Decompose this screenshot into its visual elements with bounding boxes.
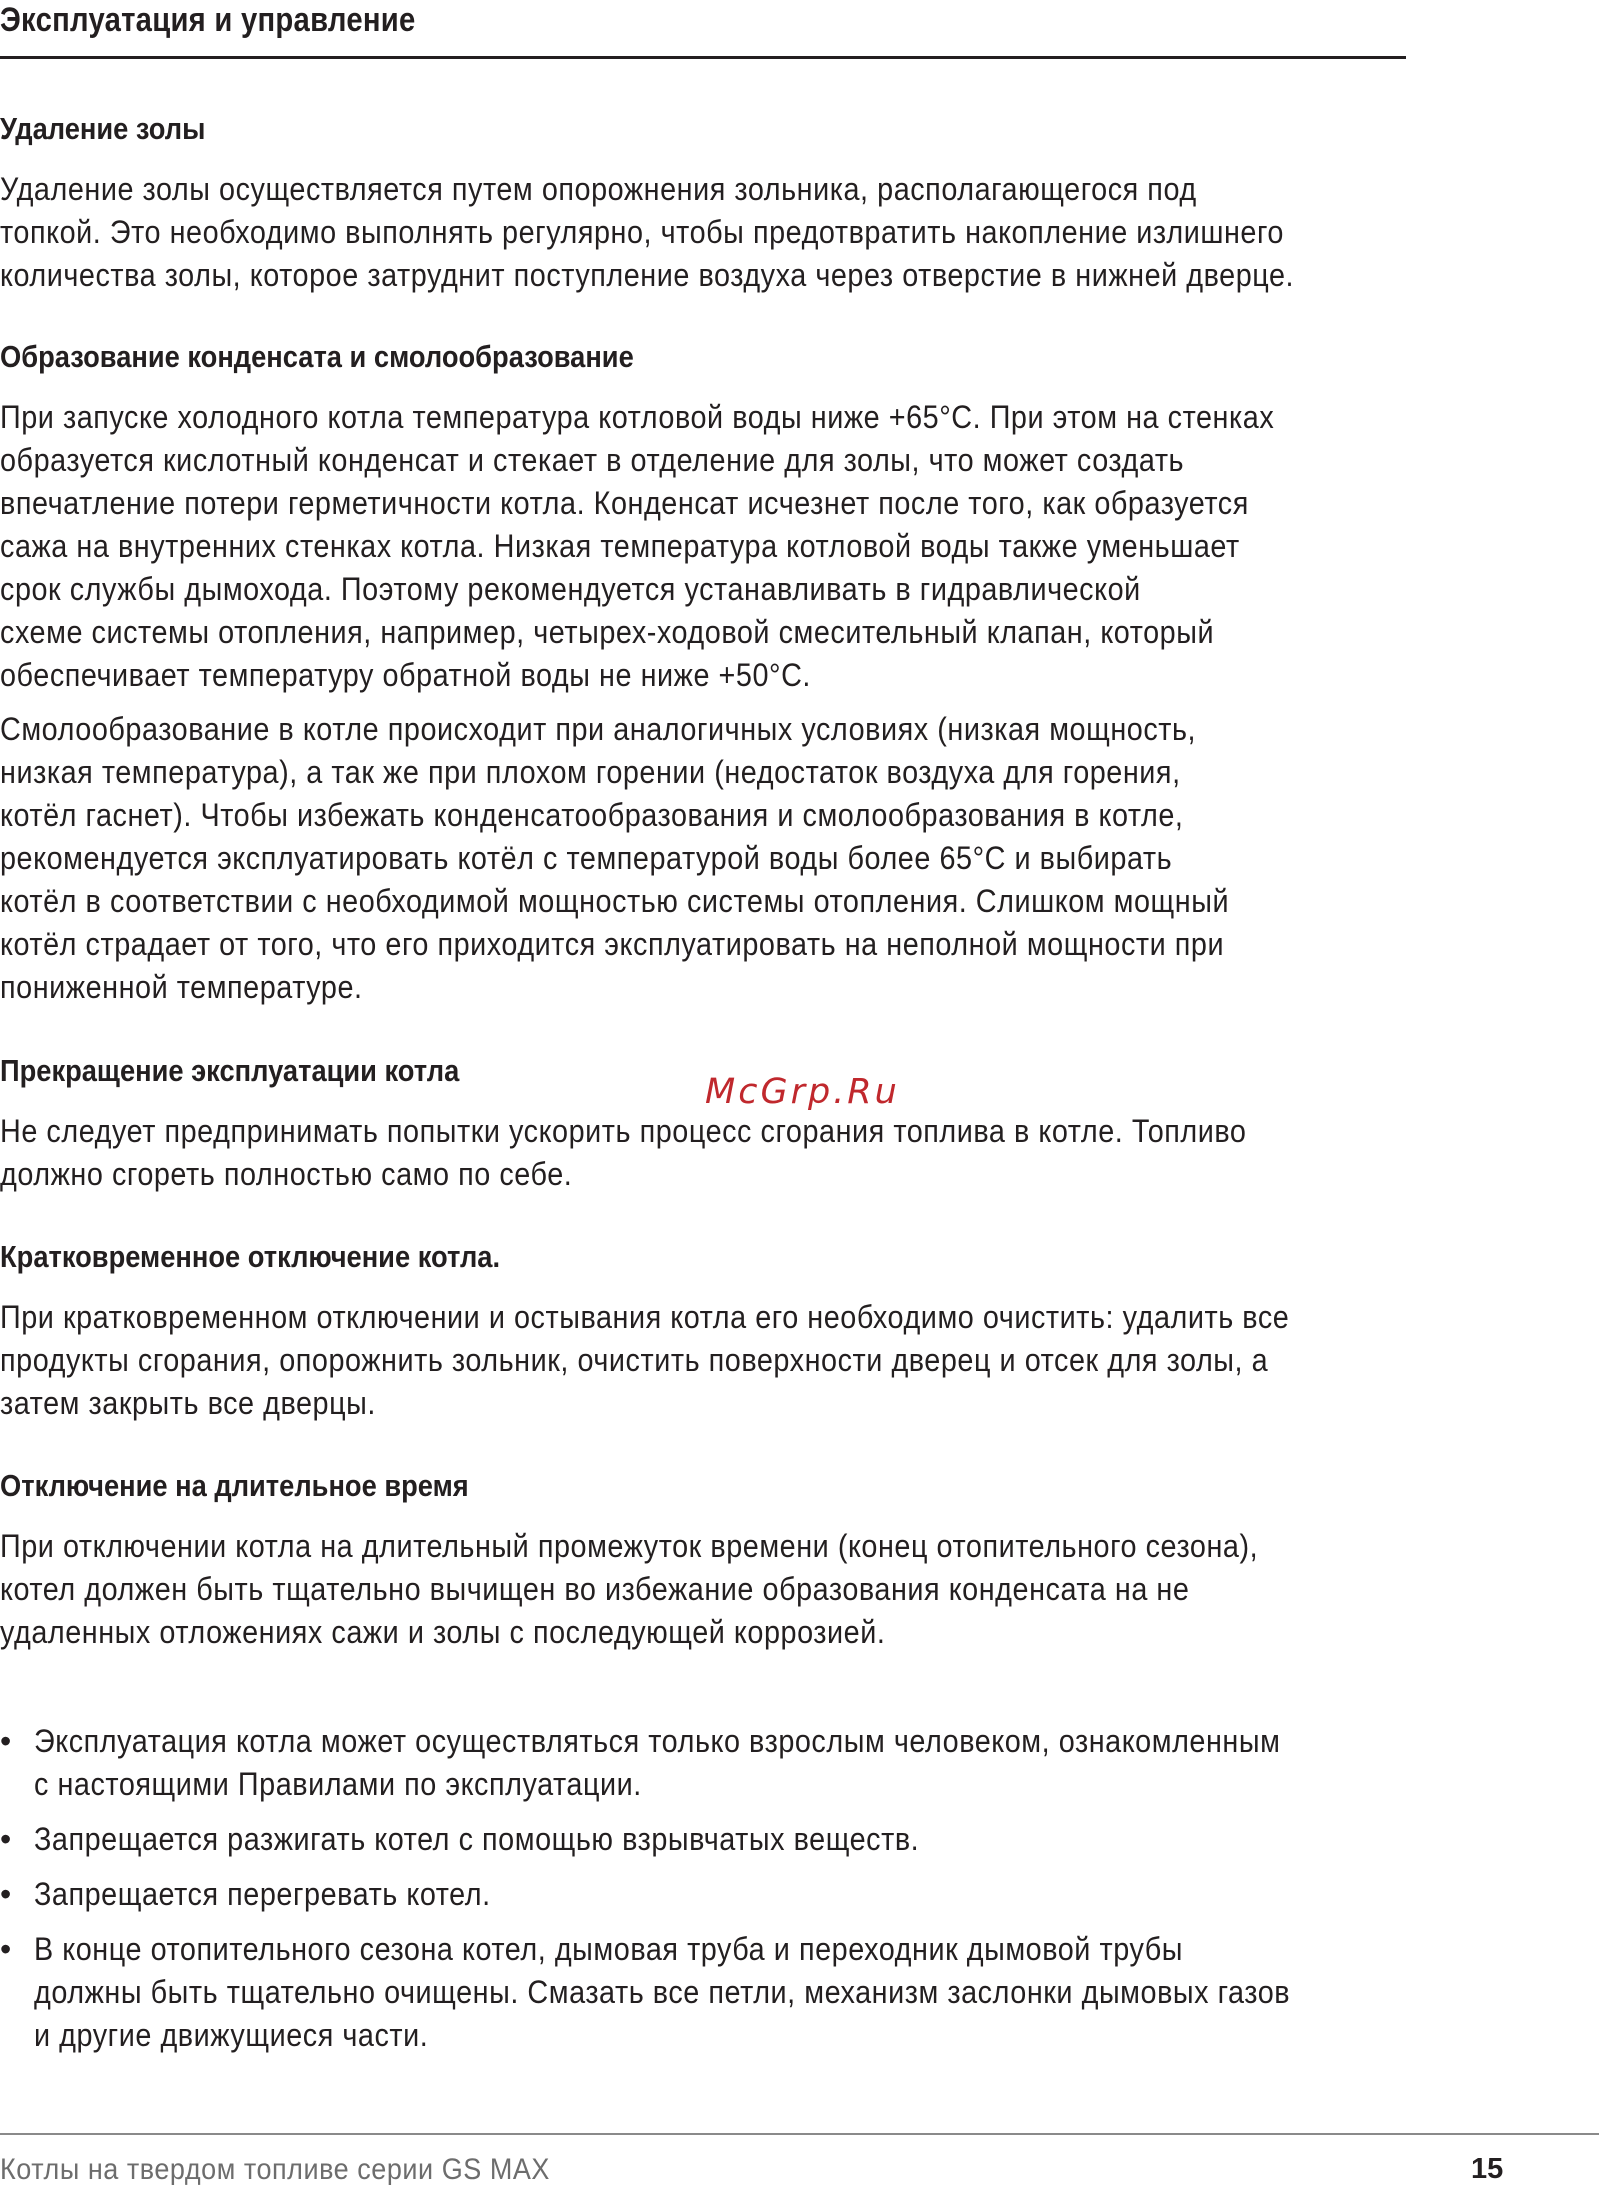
- bullet-icon: •: [0, 1931, 12, 1967]
- list-item: [0, 1873, 1420, 1916]
- page-title: Эксплуатация и управление: [0, 1, 416, 39]
- list-item: [0, 1818, 1420, 1861]
- footer-text: Котлы на твердом топливе серии GS MAX: [0, 2153, 550, 2186]
- paragraph: [0, 1296, 1290, 1425]
- section-heading-condensate: Образование конденсата и смолообразование: [0, 339, 634, 374]
- text-line: При запуске холодного котла температура котловой воды ниже +65°С. При этом на стенках: [0, 399, 1275, 435]
- text-line: При отключении котла на длительный промежуток времени (конец отопительного сезона),: [0, 1528, 1259, 1564]
- text-line: пониженной температуре.: [0, 969, 363, 1005]
- list-item: [0, 1928, 1420, 2057]
- text-line: затем закрыть все дверцы.: [0, 1385, 376, 1421]
- list-item: [0, 1720, 1420, 1806]
- text-line: срок службы дымохода. Поэтому рекомендуется устанавливать в гидравлической: [0, 571, 1141, 607]
- text-line: Запрещается разжигать котел с помощью взрывчатых веществ.: [34, 1821, 920, 1857]
- bullet-text: [34, 1818, 919, 1861]
- text-line: При кратковременном отключении и остывания котла его необходимо очистить: удалить все: [0, 1299, 1290, 1335]
- paragraph: [0, 1110, 1278, 1196]
- page-header: [0, 0, 1406, 59]
- text-line: котёл страдает от того, что его приходится эксплуатировать на неполной мощности при: [0, 926, 1225, 962]
- text-line: образуется кислотный конденсат и стекает в отделение для золы, что может создать: [0, 442, 1185, 478]
- text-line: продукты сгорания, опорожнить зольник, очистить поверхности дверец и отсек для золы, а: [0, 1342, 1269, 1378]
- page-number: 15: [1471, 2153, 1504, 2185]
- bullet-icon: •: [0, 1821, 12, 1857]
- text-line: топкой. Это необходимо выполнять регулярно, чтобы предотвратить накопление излишнего: [0, 214, 1284, 250]
- bullet-text: [34, 1873, 491, 1916]
- text-line: должны быть тщательно очищены. Смазать все петли, механизм заслонки дымовых газов: [34, 1974, 1291, 2010]
- paragraph: [0, 396, 1278, 697]
- text-line: удаленных отложениях сажи и золы с последующей коррозией.: [0, 1614, 886, 1650]
- text-line: и другие движущиеся части.: [34, 2017, 429, 2053]
- text-line: обеспечивает температуру обратной воды не ниже +50°С.: [0, 657, 811, 693]
- section-heading-long-shutdown: Отключение на длительное время: [0, 1468, 469, 1503]
- rules-list: [0, 1720, 1420, 2057]
- section-heading-short-shutdown: Кратковременное отключение котла.: [0, 1239, 501, 1274]
- bullet-icon: •: [0, 1876, 12, 1912]
- text-line: рекомендуется эксплуатировать котёл с температурой воды более 65°С и выбирать: [0, 840, 1173, 876]
- bullet-text: [34, 1720, 1280, 1806]
- text-line: Смолообразование в котле происходит при аналогичных условиях (низкая мощность,: [0, 711, 1197, 747]
- text-line: В конце отопительного сезона котел, дымовая труба и переходник дымовой трубы: [34, 1931, 1183, 1967]
- watermark: McGrp.Ru: [705, 1072, 900, 1112]
- text-line: Эксплуатация котла может осуществляться только взрослым человеком, ознакомленным: [34, 1723, 1281, 1759]
- text-line: сажа на внутренних стенках котла. Низкая температура котловой воды также уменьшает: [0, 528, 1240, 564]
- section-heading-shutdown: Прекращение эксплуатации котла: [0, 1053, 460, 1088]
- paragraph: [0, 168, 1295, 297]
- text-line: низкая температура), а так же при плохом горении (недостаток воздуха для горения,: [0, 754, 1181, 790]
- page-footer: [0, 2133, 1599, 2187]
- text-line: должно сгореть полностью само по себе.: [0, 1156, 573, 1192]
- text-line: схеме системы отопления, например, четырех-ходовой смесительный клапан, который: [0, 614, 1215, 650]
- text-line: впечатление потери герметичности котла. Конденсат исчезнет после того, как образуется: [0, 485, 1249, 521]
- paragraph: [0, 1525, 1278, 1654]
- bullet-icon: •: [0, 1723, 12, 1759]
- text-line: Удаление золы осуществляется путем опорожнения зольника, располагающегося под: [0, 171, 1197, 207]
- text-line: Запрещается перегревать котел.: [34, 1876, 491, 1912]
- text-line: с настоящими Правилами по эксплуатации.: [34, 1766, 642, 1802]
- text-line: количества золы, которое затруднит поступление воздуха через отверстие в нижней дверце.: [0, 257, 1295, 293]
- text-line: котёл гаснет). Чтобы избежать конденсатообразования и смолообразования в котле,: [0, 797, 1184, 833]
- section-heading-ash-removal: Удаление золы: [0, 111, 206, 146]
- text-line: котёл в соответствии с необходимой мощностью системы отопления. Слишком мощный: [0, 883, 1230, 919]
- bullet-text: [34, 1928, 1290, 2057]
- text-line: котел должен быть тщательно вычищен во избежание образования конденсата на не: [0, 1571, 1190, 1607]
- text-line: Не следует предпринимать попытки ускорить процесс сгорания топлива в котле. Топливо: [0, 1113, 1247, 1149]
- paragraph: [0, 708, 1278, 1009]
